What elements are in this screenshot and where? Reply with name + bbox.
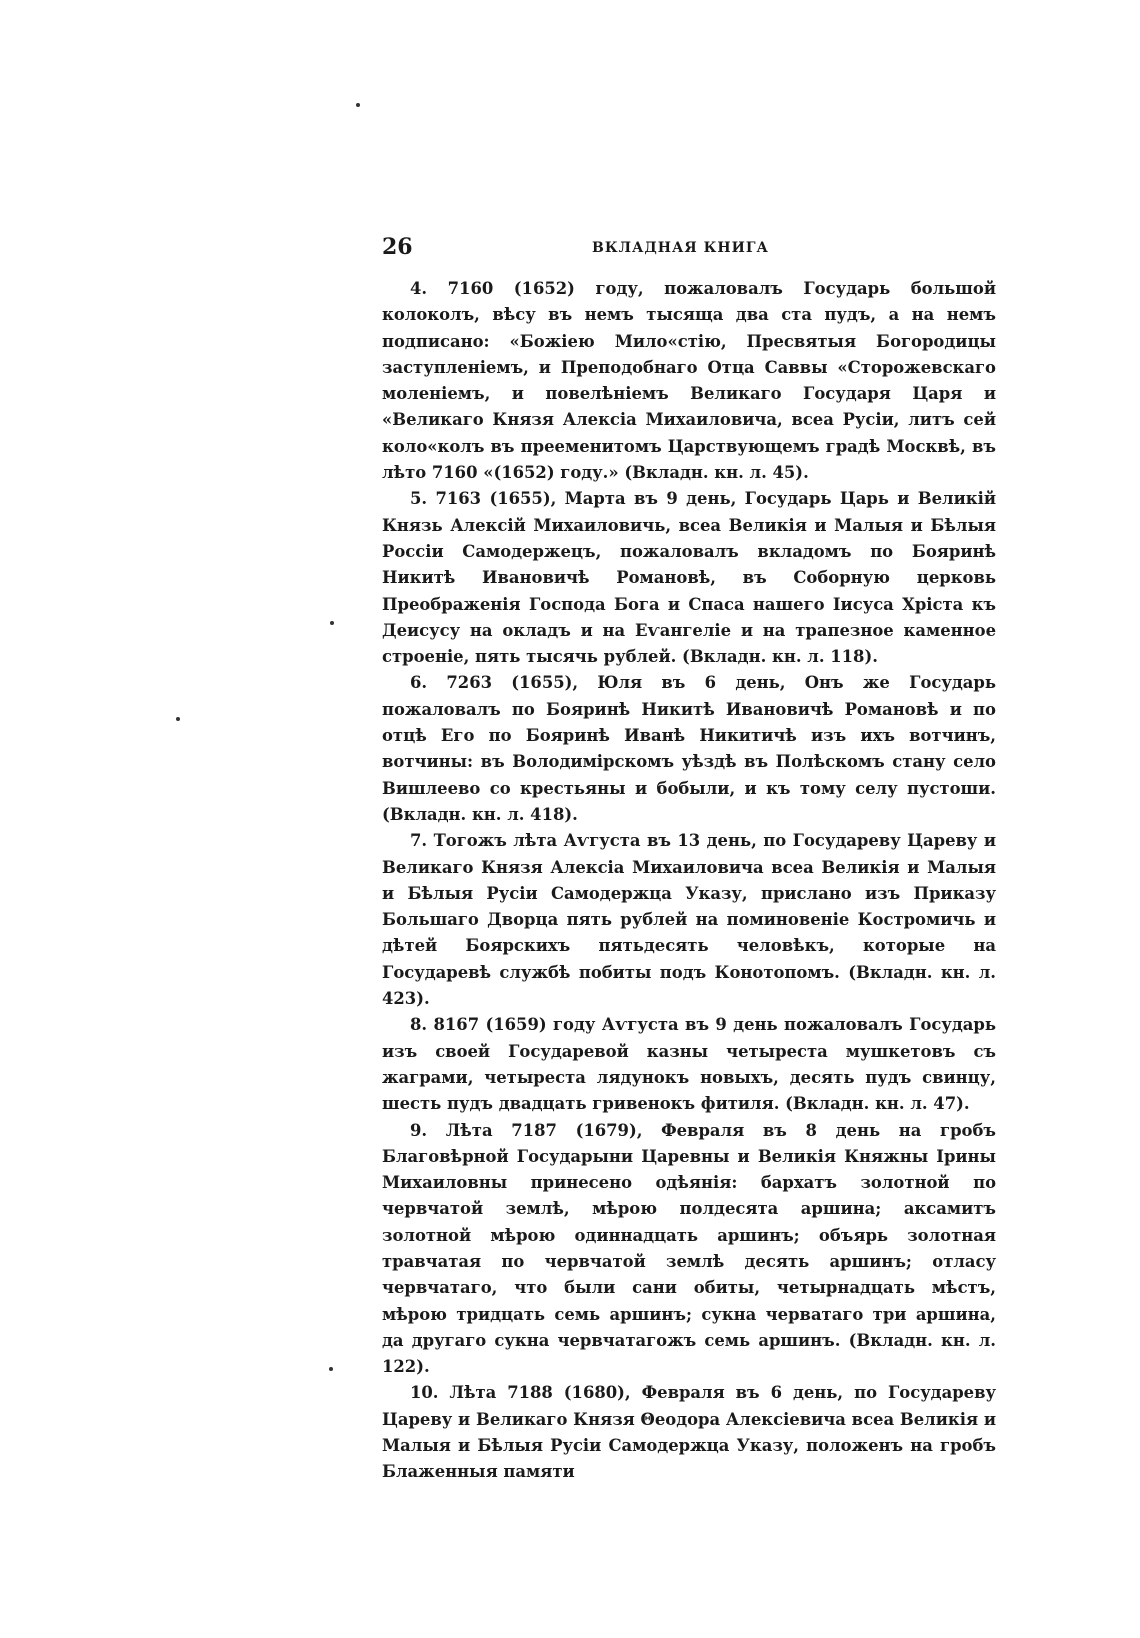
entry-7: 7. Тогожъ лѣта Аѵгуста въ 13 день, по Государеву Цареву и Великаго Князя Алексіа Михаиловича всеа Великія и Малыя и Бѣлыя Русіи Самодержца Указу, прислано изъ Приказу Большаго Дворца пять рублей на поминовеніе Костромичь и дѣтей Боярскихъ пятьдесять человѣкъ, которые на Государевѣ службѣ побиты подъ Конотопомъ. (Вкладн. кн. л. 423). <box>382 831 996 1009</box>
entry-9: 9. Лѣта 7187 (1679), Февраля въ 8 день на гробъ Благовѣрной Государыни Царевны и Великія Княжны Ірины Михаиловны принесено одѣянія: бархатъ золотной по червчатой землѣ, мѣрою полдесята аршина; аксамитъ золотной мѣрою одиннадцать аршинъ; объярь золотная травчатая по червчатой землѣ десять аршинъ; отласу червчатаго, что были сани обиты, четырнадцать мѣстъ, мѣрою тридцать семь аршинъ; сукна черватаго три аршина, да другаго сукна червчатагожъ семь аршинъ. (Вкладн. кн. л. 122). <box>382 1120 996 1377</box>
page-header <box>382 234 1002 268</box>
scan-speck <box>330 621 334 625</box>
page-number: 26 <box>382 234 413 260</box>
body-text <box>382 276 996 1486</box>
entry-5: 5. 7163 (1655), Марта въ 9 день, Государь Царь и Великій Князь Алексій Михаиловичь, всеа Великія и Малыя и Бѣлыя Россіи Самодержецъ, пожаловалъ вкладомъ по Бояринѣ Никитѣ Ивановичѣ Романовѣ, въ Соборную церковь Преображенія Господа Бога и Спаса нашего Іисуса Хріста къ Деисусу на окладъ и на Еѵангеліе и на трапезное каменное строеніе, пять тысячь рублей. (Вкладн. кн. л. 118). <box>382 489 996 667</box>
scan-speck <box>329 1367 333 1371</box>
entry-6: 6. 7263 (1655), Юля въ 6 день, Онъ же Государь пожаловалъ по Бояринѣ Никитѣ Ивановичѣ Романовѣ и по отцѣ Его по Бояринѣ Иванѣ Никитичѣ изъ ихъ вотчинъ, вотчины: въ Володимірскомъ уѣздѣ въ Полѣскомъ стану село Вишлеево со крестьяны и бобыли, и къ тому селу пустоши. (Вкладн. кн. л. 418). <box>382 673 996 824</box>
scan-speck <box>356 103 360 107</box>
entry-4: 4. 7160 (1652) году, пожаловалъ Государь большой колоколъ, вѣсу въ немъ тысяща два ста пудъ, а на немъ подписано: «Божіею Мило«стію, Пресвятыя Богородицы заступленіемъ, и Преподобнаго Отца Саввы «Сторожевскаго моленіемъ, и повелѣніемъ Великаго Государя Царя и «Великаго Князя Алексіа Михаиловича, всеа Русіи, литъ сей коло«колъ въ прееменитомъ Царствующемъ градѣ Москвѣ, въ лѣто 7160 «(1652) году.» (Вкладн. кн. л. 45). <box>382 279 996 483</box>
running-title: ВКЛАДНАЯ КНИГА <box>592 240 769 256</box>
scan-speck <box>176 717 180 721</box>
entry-10: 10. Лѣта 7188 (1680), Февраля въ 6 день, по Государеву Цареву и Великаго Князя Θеодора Алексіевича всеа Великія и Малыя и Бѣлыя Русіи Самодержца Указу, положенъ на гробъ Блаженныя памяти <box>382 1383 996 1482</box>
entry-8: 8. 8167 (1659) году Аѵгуста въ 9 день пожаловалъ Государь изъ своей Государевой казны четыреста мушкетовъ съ жаграми, четыреста лядунокъ новыхъ, десять пудъ свинцу, шесть пудъ двадцать гривенокъ фитиля. (Вкладн. кн. л. 47). <box>382 1015 996 1114</box>
